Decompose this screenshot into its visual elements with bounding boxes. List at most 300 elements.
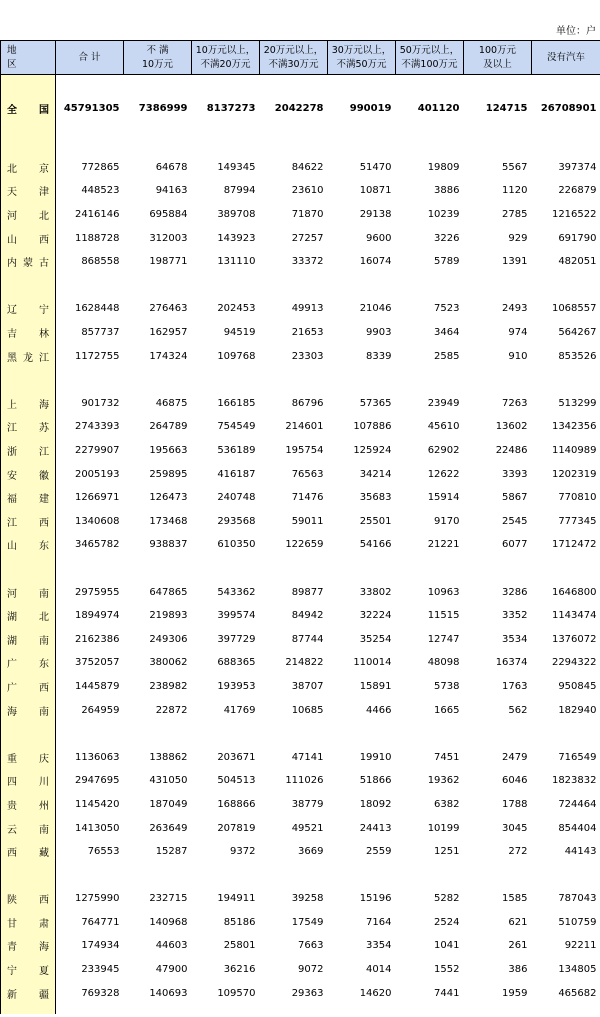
region-label: 四 川 <box>7 777 49 789</box>
value-cell: 198771 <box>149 256 188 268</box>
value-cell: 431050 <box>149 775 188 787</box>
table-row <box>1 179 600 203</box>
value-cell: 174324 <box>149 350 188 362</box>
value-cell: 1552 <box>434 964 460 976</box>
value-cell: 482051 <box>558 256 597 268</box>
empty-cell <box>56 132 124 156</box>
table-row <box>1 510 600 534</box>
value-cell: 25501 <box>359 515 392 527</box>
table-row <box>1 745 600 769</box>
region-label: 黑龙江 <box>7 352 49 364</box>
value-cell: 1188728 <box>74 232 120 244</box>
value-cell: 263649 <box>149 822 188 834</box>
region-name <box>1 627 56 651</box>
value-cell: 1216522 <box>551 209 597 221</box>
value-cell: 691790 <box>558 232 597 244</box>
empty-cell <box>532 722 600 746</box>
region-name <box>1 321 56 345</box>
region-label: 重 庆 <box>7 753 49 765</box>
value-cell: 1202319 <box>551 468 597 480</box>
empty-cell <box>464 368 532 392</box>
value-cell: 647865 <box>149 586 188 598</box>
region-label: 陕 西 <box>7 895 49 907</box>
value-cell: 1041 <box>434 940 460 952</box>
value-cell: 46875 <box>155 397 188 409</box>
value-cell: 202453 <box>217 303 256 315</box>
value-cell: 214822 <box>285 657 324 669</box>
value-cell: 854404 <box>558 822 597 834</box>
value-cell: 974 <box>508 327 528 339</box>
value-cell: 134805 <box>558 964 597 976</box>
value-cell: 416187 <box>217 468 256 480</box>
value-cell: 3886 <box>434 185 460 197</box>
value-cell: 264959 <box>81 704 120 716</box>
value-cell: 397374 <box>558 161 597 173</box>
column-header: 100万元 及以上 <box>464 41 532 75</box>
value-cell: 33372 <box>291 256 324 268</box>
region-name <box>1 84 56 132</box>
table-header <box>1 41 600 75</box>
table-row <box>1 604 600 628</box>
value-cell: 3752057 <box>74 657 120 669</box>
table-row <box>1 486 600 510</box>
value-cell: 8137273 <box>206 102 256 114</box>
table-row <box>1 675 600 699</box>
value-cell: 7451 <box>434 751 460 763</box>
value-cell: 89877 <box>291 586 324 598</box>
value-cell: 2975955 <box>74 586 120 598</box>
table-row <box>1 769 600 793</box>
value-cell: 27257 <box>291 232 324 244</box>
total-row <box>1 84 600 132</box>
column-header: 地 区 <box>1 41 56 75</box>
empty-cell <box>56 75 124 85</box>
table-row <box>1 887 600 911</box>
value-cell: 950845 <box>558 680 597 692</box>
table-row <box>1 297 600 321</box>
value-cell: 695884 <box>149 209 188 221</box>
value-cell: 1665 <box>434 704 460 716</box>
value-cell: 85186 <box>223 916 256 928</box>
region-name <box>1 533 56 557</box>
value-cell: 1342356 <box>551 421 597 433</box>
value-cell: 562 <box>508 704 528 716</box>
table-row <box>1 392 600 416</box>
value-cell: 168866 <box>217 798 256 810</box>
empty-cell <box>328 557 396 581</box>
value-cell: 10685 <box>291 704 324 716</box>
value-cell: 448523 <box>81 185 120 197</box>
empty-cell <box>464 75 532 85</box>
value-cell: 12747 <box>427 633 460 645</box>
value-cell: 15914 <box>427 492 460 504</box>
value-cell: 1340608 <box>74 515 120 527</box>
value-cell: 203671 <box>217 751 256 763</box>
value-cell: 49913 <box>291 303 324 315</box>
value-cell: 769328 <box>81 987 120 999</box>
column-header: 20万元以上， 不满30万元 <box>260 41 328 75</box>
value-cell: 23949 <box>427 397 460 409</box>
value-cell: 71476 <box>291 492 324 504</box>
empty-cell <box>260 132 328 156</box>
value-cell: 9600 <box>366 232 392 244</box>
empty-cell <box>192 557 260 581</box>
value-cell: 3286 <box>502 586 528 598</box>
region-name <box>1 297 56 321</box>
column-header: 30万元以上， 不满50万元 <box>328 41 396 75</box>
value-cell: 195663 <box>149 445 188 457</box>
value-cell: 1068557 <box>551 303 597 315</box>
empty-cell <box>328 132 396 156</box>
region-label: 福 建 <box>7 494 49 506</box>
value-cell: 166185 <box>217 397 256 409</box>
empty-cell <box>56 863 124 887</box>
value-cell: 57365 <box>359 397 392 409</box>
value-cell: 772865 <box>81 161 120 173</box>
value-cell: 543362 <box>217 586 256 598</box>
region-name <box>1 203 56 227</box>
value-cell: 2524 <box>434 916 460 928</box>
empty-cell <box>328 863 396 887</box>
region-name <box>1 510 56 534</box>
region-name <box>1 462 56 486</box>
region-label: 全 国 <box>7 104 49 116</box>
region-name <box>1 981 56 1005</box>
empty-cell <box>124 132 192 156</box>
value-cell: 122659 <box>285 539 324 551</box>
value-cell: 240748 <box>217 492 256 504</box>
column-header: 不 满 10万元 <box>124 41 192 75</box>
region-label: 甘 肃 <box>7 918 49 930</box>
value-cell: 4466 <box>366 704 392 716</box>
value-cell: 2743393 <box>74 421 120 433</box>
value-cell: 143923 <box>217 232 256 244</box>
table-row <box>1 793 600 817</box>
region-name <box>1 840 56 864</box>
value-cell: 3352 <box>502 610 528 622</box>
value-cell: 24413 <box>359 822 392 834</box>
region-label: 广 西 <box>7 682 49 694</box>
value-cell: 610350 <box>217 539 256 551</box>
value-cell: 1140989 <box>551 445 597 457</box>
value-cell: 38779 <box>291 798 324 810</box>
value-cell: 16374 <box>495 657 528 669</box>
value-cell: 21221 <box>427 539 460 551</box>
value-cell: 1120 <box>502 185 528 197</box>
value-cell: 12622 <box>427 468 460 480</box>
region-name <box>1 439 56 463</box>
value-cell: 6382 <box>434 798 460 810</box>
value-cell: 2585 <box>434 350 460 362</box>
value-cell: 2559 <box>366 846 392 858</box>
value-cell: 17549 <box>291 916 324 928</box>
table-row <box>1 344 600 368</box>
empty-cell <box>396 75 464 85</box>
value-cell: 32224 <box>359 610 392 622</box>
empty-cell <box>396 368 464 392</box>
value-cell: 15287 <box>155 846 188 858</box>
value-cell: 5789 <box>434 256 460 268</box>
table-row <box>1 934 600 958</box>
value-cell: 536189 <box>217 445 256 457</box>
empty-cell <box>56 557 124 581</box>
value-cell: 1628448 <box>74 303 120 315</box>
value-cell: 8339 <box>366 350 392 362</box>
table-row <box>1 651 600 675</box>
value-cell: 15891 <box>359 680 392 692</box>
value-cell: 33802 <box>359 586 392 598</box>
empty-cell <box>56 722 124 746</box>
table-row <box>1 533 600 557</box>
table-row <box>1 627 600 651</box>
value-cell: 10239 <box>427 209 460 221</box>
value-cell: 2162386 <box>74 633 120 645</box>
value-cell: 226879 <box>558 185 597 197</box>
value-cell: 716549 <box>558 751 597 763</box>
value-cell: 1712472 <box>551 539 597 551</box>
empty-cell <box>328 75 396 85</box>
region-gap <box>1 75 56 85</box>
table-row <box>1 203 600 227</box>
value-cell: 109570 <box>217 987 256 999</box>
value-cell: 64678 <box>155 161 188 173</box>
value-cell: 2479 <box>502 751 528 763</box>
empty-cell <box>260 75 328 85</box>
value-cell: 929 <box>508 232 528 244</box>
value-cell: 764771 <box>81 916 120 928</box>
value-cell: 2416146 <box>74 209 120 221</box>
table-row <box>1 415 600 439</box>
region-gap <box>1 274 56 298</box>
empty-cell <box>328 1005 396 1014</box>
value-cell: 39258 <box>291 893 324 905</box>
value-cell: 5867 <box>502 492 528 504</box>
value-cell: 399574 <box>217 610 256 622</box>
region-label: 湖 南 <box>7 635 49 647</box>
value-cell: 25801 <box>223 940 256 952</box>
value-cell: 312003 <box>149 232 188 244</box>
value-cell: 51866 <box>359 775 392 787</box>
empty-cell <box>124 863 192 887</box>
value-cell: 5738 <box>434 680 460 692</box>
value-cell: 10871 <box>359 185 392 197</box>
empty-cell <box>396 1005 464 1014</box>
value-cell: 21653 <box>291 327 324 339</box>
value-cell: 9372 <box>230 846 256 858</box>
value-cell: 9072 <box>298 964 324 976</box>
value-cell: 35683 <box>359 492 392 504</box>
value-cell: 94519 <box>223 327 256 339</box>
value-cell: 510759 <box>558 916 597 928</box>
value-cell: 1646800 <box>551 586 597 598</box>
empty-cell <box>192 132 260 156</box>
value-cell: 389708 <box>217 209 256 221</box>
empty-cell <box>532 557 600 581</box>
column-header: 10万元以上， 不满20万元 <box>192 41 260 75</box>
empty-cell <box>532 863 600 887</box>
value-cell: 1376072 <box>551 633 597 645</box>
value-cell: 194911 <box>217 893 256 905</box>
value-cell: 777345 <box>558 515 597 527</box>
region-label: 青 海 <box>7 942 49 954</box>
region-name <box>1 745 56 769</box>
value-cell: 401120 <box>417 102 460 114</box>
value-cell: 111026 <box>285 775 324 787</box>
value-cell: 9170 <box>434 515 460 527</box>
empty-cell <box>464 1005 532 1014</box>
value-cell: 770810 <box>558 492 597 504</box>
value-cell: 7523 <box>434 303 460 315</box>
region-name <box>1 580 56 604</box>
empty-cell <box>260 368 328 392</box>
value-cell: 10963 <box>427 586 460 598</box>
empty-cell <box>532 1005 600 1014</box>
region-name <box>1 698 56 722</box>
value-cell: 87744 <box>291 633 324 645</box>
value-cell: 3464 <box>434 327 460 339</box>
value-cell: 162957 <box>149 327 188 339</box>
value-cell: 26708901 <box>540 102 597 114</box>
value-cell: 59011 <box>291 515 324 527</box>
value-cell: 195754 <box>285 445 324 457</box>
value-cell: 465682 <box>558 987 597 999</box>
value-cell: 276463 <box>149 303 188 315</box>
empty-cell <box>260 722 328 746</box>
table-row <box>1 321 600 345</box>
region-name <box>1 769 56 793</box>
value-cell: 1413050 <box>74 822 120 834</box>
value-cell: 2294322 <box>551 657 597 669</box>
value-cell: 11515 <box>427 610 460 622</box>
value-cell: 71870 <box>291 209 324 221</box>
empty-cell <box>124 274 192 298</box>
region-name <box>1 415 56 439</box>
value-cell: 29363 <box>291 987 324 999</box>
empty-cell <box>396 863 464 887</box>
value-cell: 1143474 <box>551 610 597 622</box>
table-row <box>1 840 600 864</box>
empty-cell <box>56 368 124 392</box>
value-cell: 1823832 <box>551 775 597 787</box>
value-cell: 49521 <box>291 822 324 834</box>
value-cell: 1266971 <box>74 492 120 504</box>
value-cell: 94163 <box>155 185 188 197</box>
value-cell: 2545 <box>502 515 528 527</box>
empty-cell <box>260 863 328 887</box>
value-cell: 3045 <box>502 822 528 834</box>
group-gap <box>1 1005 600 1014</box>
value-cell: 44603 <box>155 940 188 952</box>
value-cell: 7164 <box>366 916 392 928</box>
value-cell: 76563 <box>291 468 324 480</box>
region-label: 辽 宁 <box>7 305 49 317</box>
value-cell: 754549 <box>217 421 256 433</box>
value-cell: 10199 <box>427 822 460 834</box>
region-label: 山 西 <box>7 234 49 246</box>
table-row <box>1 156 600 180</box>
value-cell: 513299 <box>558 397 597 409</box>
value-cell: 1585 <box>502 893 528 905</box>
region-gap <box>1 132 56 156</box>
value-cell: 9903 <box>366 327 392 339</box>
value-cell: 7263 <box>502 397 528 409</box>
value-cell: 938837 <box>149 539 188 551</box>
value-cell: 397729 <box>217 633 256 645</box>
value-cell: 193953 <box>217 680 256 692</box>
value-cell: 2042278 <box>274 102 324 114</box>
value-cell: 19910 <box>359 751 392 763</box>
value-cell: 261 <box>508 940 528 952</box>
value-cell: 3465782 <box>74 539 120 551</box>
region-label: 安 徽 <box>7 470 49 482</box>
group-gap <box>1 75 600 85</box>
value-cell: 207819 <box>217 822 256 834</box>
table-row <box>1 911 600 935</box>
region-name <box>1 816 56 840</box>
value-cell: 182940 <box>558 704 597 716</box>
value-cell: 3534 <box>502 633 528 645</box>
value-cell: 62902 <box>427 445 460 457</box>
empty-cell <box>56 1005 124 1014</box>
region-label: 云 南 <box>7 824 49 836</box>
value-cell: 1145420 <box>74 798 120 810</box>
value-cell: 6046 <box>502 775 528 787</box>
value-cell: 5567 <box>502 161 528 173</box>
value-cell: 48098 <box>427 657 460 669</box>
value-cell: 76553 <box>87 846 120 858</box>
empty-cell <box>192 368 260 392</box>
region-gap <box>1 557 56 581</box>
value-cell: 264789 <box>149 421 188 433</box>
empty-cell <box>396 132 464 156</box>
value-cell: 110014 <box>353 657 392 669</box>
empty-cell <box>124 1005 192 1014</box>
value-cell: 293568 <box>217 515 256 527</box>
value-cell: 233945 <box>81 964 120 976</box>
empty-cell <box>464 863 532 887</box>
value-cell: 21046 <box>359 303 392 315</box>
value-cell: 23610 <box>291 185 324 197</box>
empty-cell <box>396 274 464 298</box>
value-cell: 1788 <box>502 798 528 810</box>
empty-cell <box>532 75 600 85</box>
value-cell: 35254 <box>359 633 392 645</box>
value-cell: 38707 <box>291 680 324 692</box>
value-cell: 990019 <box>349 102 392 114</box>
region-label: 上 海 <box>7 399 49 411</box>
region-name <box>1 250 56 274</box>
region-label: 浙 江 <box>7 447 49 459</box>
empty-cell <box>192 274 260 298</box>
value-cell: 857737 <box>81 327 120 339</box>
value-cell: 131110 <box>217 256 256 268</box>
value-cell: 51470 <box>359 161 392 173</box>
value-cell: 688365 <box>217 657 256 669</box>
value-cell: 140693 <box>149 987 188 999</box>
value-cell: 29138 <box>359 209 392 221</box>
value-cell: 1445879 <box>74 680 120 692</box>
table-row <box>1 462 600 486</box>
value-cell: 34214 <box>359 468 392 480</box>
value-cell: 41769 <box>223 704 256 716</box>
region-label: 内蒙古 <box>7 258 49 270</box>
value-cell: 1959 <box>502 987 528 999</box>
table-row <box>1 816 600 840</box>
value-cell: 6077 <box>502 539 528 551</box>
empty-cell <box>56 274 124 298</box>
value-cell: 84942 <box>291 610 324 622</box>
value-cell: 187049 <box>149 798 188 810</box>
